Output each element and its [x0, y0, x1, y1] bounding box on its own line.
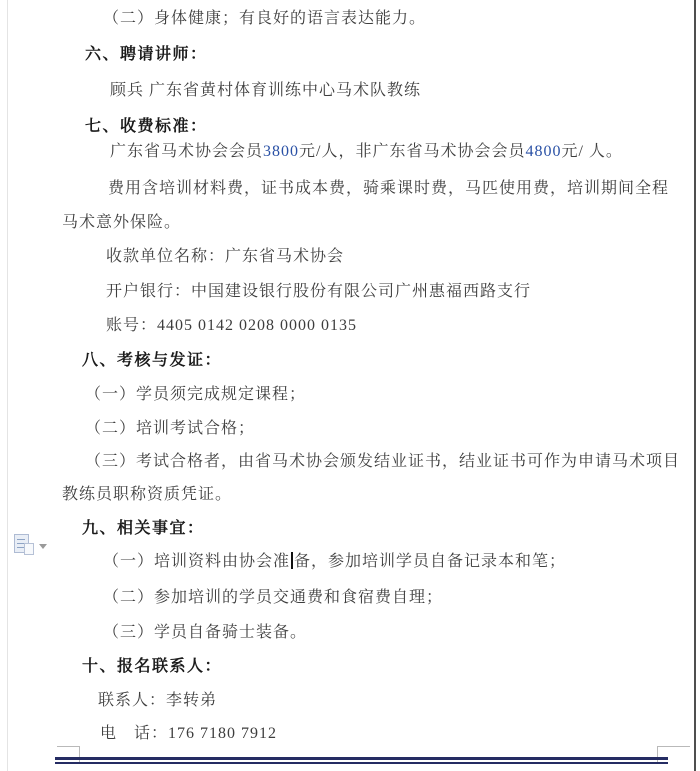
- contact-line: 联系人：李转弟: [98, 692, 218, 709]
- fee-text-1: 广东省马术协会会员: [110, 143, 264, 160]
- lecturer-line: 顾兵 广东省黄村体育训练中心马术队教练: [110, 82, 422, 99]
- section-9-item-3: （三）学员自备骑士装备。: [103, 624, 308, 641]
- section-8-item-1: （一）学员须完成规定课程；: [85, 386, 307, 403]
- text-cursor: [291, 552, 293, 569]
- page-bottom-border: [55, 757, 668, 764]
- item-text-after-caret: 备，参加培训学员自备记录本和笔；: [294, 553, 567, 570]
- fee-text-2: 元/人，非广东省马术协会会员: [299, 143, 526, 160]
- section-8-item-3-line-2: 教练员职称资质凭证。: [62, 486, 233, 503]
- margin-mark-bottom-left-h: [57, 746, 80, 747]
- clipboard-paste-icon: [14, 534, 29, 553]
- payee-line: 收款单位名称：广东省马术协会: [106, 248, 345, 265]
- fee-note-line-2: 马术意外保险。: [62, 214, 182, 231]
- page-left-edge: [7, 0, 8, 771]
- bank-line: 开户银行：中国建设银行股份有限公司广州惠福西路支行: [106, 283, 532, 300]
- margin-mark-bottom-right-h: [657, 746, 690, 747]
- chevron-down-icon: [39, 544, 47, 549]
- section-9-item-1: [103, 551, 566, 573]
- item-text-before-caret: （一）培训资料由协会准: [103, 553, 291, 570]
- fee-price-member: 3800: [263, 143, 300, 160]
- fee-note-line-1: 费用含培训材料费，证书成本费，骑乘课时费，马匹使用费，培训期间全程: [108, 180, 670, 197]
- section-10-heading: 十、报名联系人：: [82, 658, 223, 675]
- paste-options-button[interactable]: [12, 532, 48, 560]
- fee-line: [110, 141, 623, 163]
- account-line: 账号：4405 0142 0208 0000 0135: [106, 317, 358, 334]
- page-right-edge: [694, 0, 696, 771]
- section-8-item-2: （二）培训考试合格；: [85, 420, 256, 437]
- phone-line: 电 话：176 7180 7912: [100, 725, 278, 742]
- fee-price-nonmember: 4800: [525, 143, 562, 160]
- section-7-heading: 七、收费标准：: [85, 118, 208, 135]
- section-9-item-2: （二）参加培训的学员交通费和食宿费自理；: [103, 589, 444, 606]
- section-8-item-3-line-1: （三）考试合格者，由省马术协会颁发结业证书，结业证书可作为申请马术项目: [85, 453, 681, 470]
- prelude-line: （二）身体健康；有良好的语言表达能力。: [103, 10, 427, 27]
- section-9-heading: 九、相关事宜：: [82, 520, 205, 537]
- fee-text-3: 元/ 人。: [561, 143, 623, 160]
- section-6-heading: 六、聘请讲师：: [85, 46, 208, 63]
- section-8-heading: 八、考核与发证：: [82, 352, 223, 369]
